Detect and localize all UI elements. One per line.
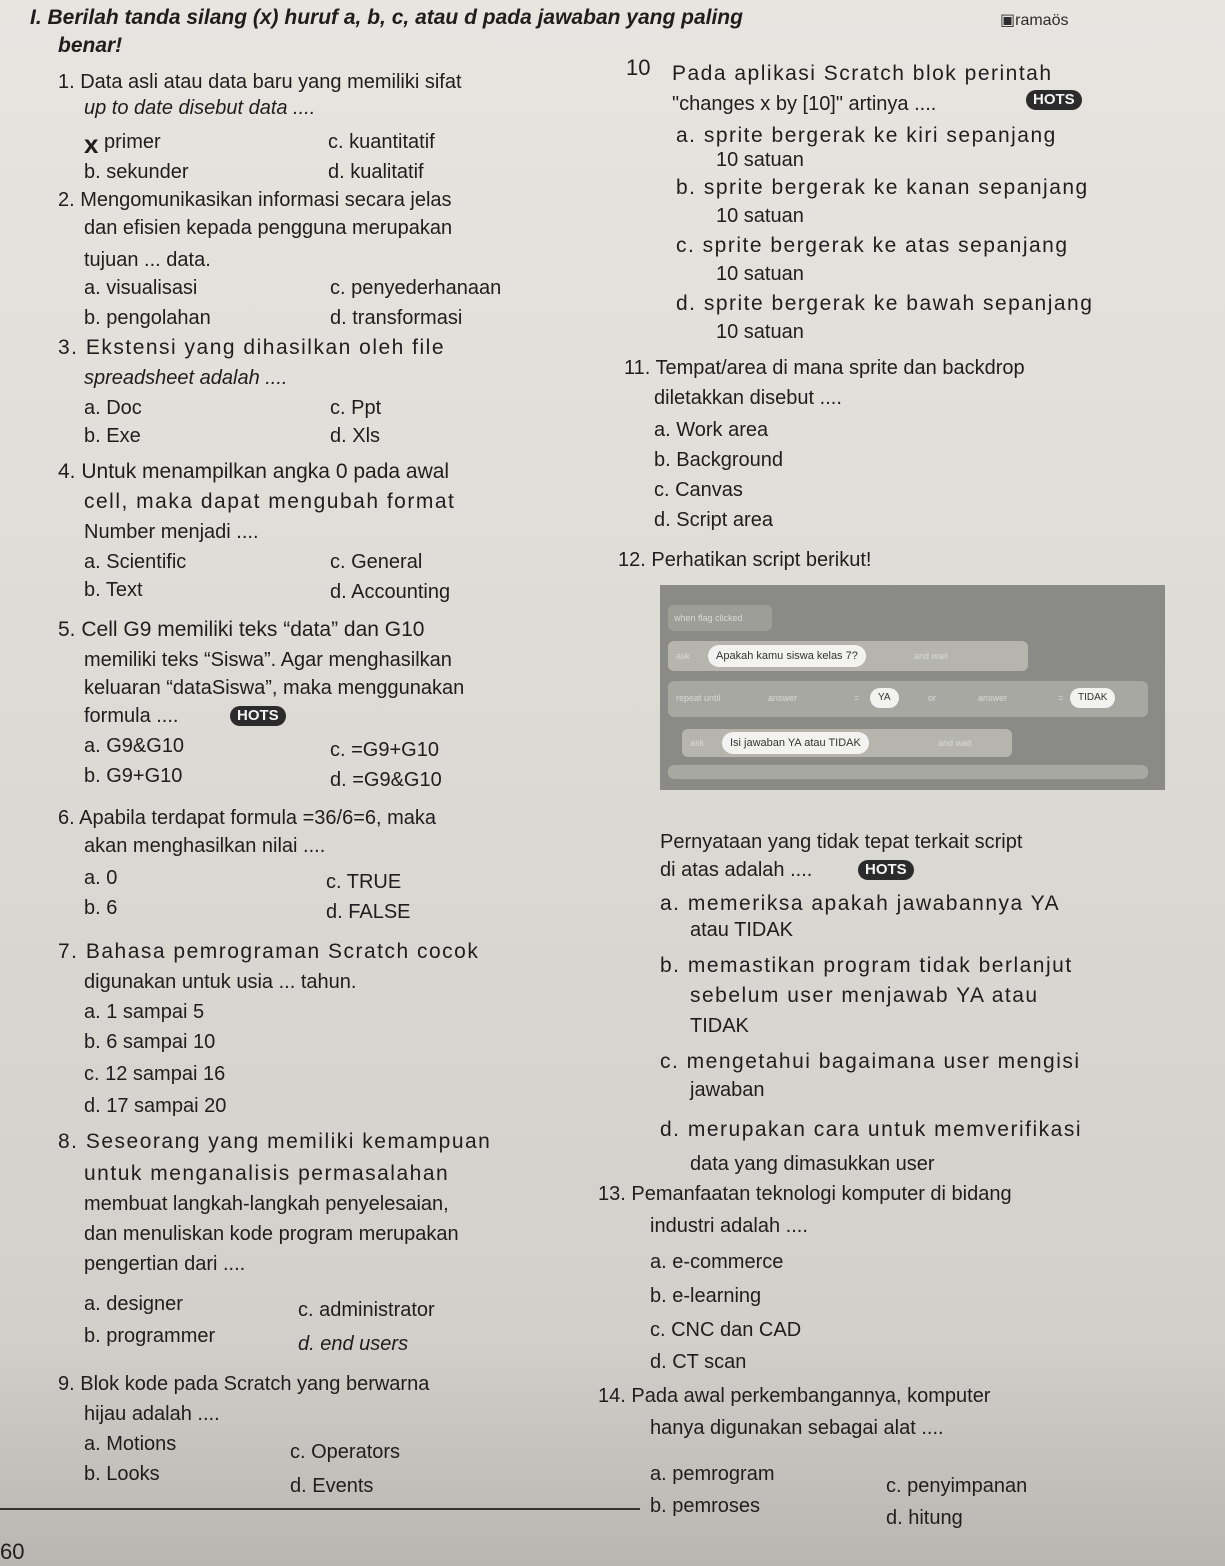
q5-option-d[interactable]: d. =G9&G10 [330,769,442,791]
q14-option-a[interactable]: a. pemrogram [650,1463,775,1485]
q3-option-b[interactable]: b. Exe [84,425,141,447]
cross-mark-icon: x [84,129,99,159]
q2-line2: dan efisien kepada pengguna merupakan [84,217,453,239]
q1-line2: up to date disebut data .... [84,97,316,119]
q10-option-a-cont: 10 satuan [716,149,804,171]
q11-option-c[interactable]: c. Canvas [654,479,743,501]
q2-option-d[interactable]: d. transformasi [330,307,463,329]
when-flag-clicked-label: when flag clicked [674,613,743,623]
q10-line2: "changes x by [10]" artinya .... [672,93,937,115]
q4-line2: cell, maka dapat mengubah format [84,490,456,513]
q1-option-b[interactable]: b. sekunder [84,161,189,183]
tidak-input: TIDAK [1070,688,1115,708]
q6-option-b[interactable]: b. 6 [84,897,118,919]
q14-option-c[interactable]: c. penyimpanan [886,1475,1028,1497]
q11-option-d[interactable]: d. Script area [654,509,773,531]
q5-line4: formula .... [84,705,179,727]
q8-option-a[interactable]: a. designer [84,1293,183,1315]
q4-option-b[interactable]: b. Text [84,579,143,601]
q8-option-b[interactable]: b. programmer [84,1325,216,1347]
q10-option-d[interactable]: d. sprite bergerak ke bawah sepanjang [676,292,1094,315]
and-wait-label: and wait [914,651,948,661]
q7-option-b[interactable]: b. 6 sampai 10 [84,1031,216,1053]
q6-line1: 6. Apabila terdapat formula =36/6=6, maka [58,807,437,829]
q12-statement-line2: di atas adalah .... [660,859,813,881]
q8-option-c[interactable]: c. administrator [298,1299,435,1321]
q11-option-a[interactable]: a. Work area [654,419,769,441]
q12-line1: 12. Perhatikan script berikut! [618,549,872,571]
repeat-until-end [668,765,1148,779]
q13-option-a[interactable]: a. e-commerce [650,1251,784,1273]
q4-option-a[interactable]: a. Scientific [84,551,187,573]
q10-option-a[interactable]: a. sprite bergerak ke kiri sepanjang [676,124,1057,147]
q3-option-d[interactable]: d. Xls [330,425,381,447]
q12-option-c-cont: jawaban [690,1079,765,1101]
q5-line1: 5. Cell G9 memiliki teks “data” dan G10 [58,618,425,641]
q6-option-a[interactable]: a. 0 [84,867,118,889]
q14-option-d[interactable]: d. hitung [886,1507,963,1529]
and-wait-label-2: and wait [938,738,972,748]
q8-option-d[interactable]: d. end users [298,1333,409,1355]
q13-option-c[interactable]: c. CNC dan CAD [650,1319,802,1341]
repeat-until-label: repeat until [676,693,721,703]
repeat-until-block [668,681,1148,717]
q7-line2: digunakan untuk usia ... tahun. [84,971,357,993]
q3-option-a[interactable]: a. Doc [84,397,142,419]
q5-option-a[interactable]: a. G9&G10 [84,735,185,757]
q2-option-b[interactable]: b. pengolahan [84,307,211,329]
ask-label: ask [676,651,691,661]
footer-divider [0,1508,640,1510]
answer-label: answer [768,693,798,703]
q10-option-c[interactable]: c. sprite bergerak ke atas sepanjang [676,234,1069,257]
q8-line4: dan menuliskan kode program merupakan [84,1223,459,1245]
q14-line1: 14. Pada awal perkembangannya, komputer [598,1385,991,1407]
when-flag-clicked-block [668,605,772,631]
q3-option-c[interactable]: c. Ppt [330,397,382,419]
q13-line1: 13. Pemanfaatan teknologi komputer di bidang [598,1183,1012,1205]
q1-option-a[interactable]: primer [104,131,161,153]
q10-line1: Pada aplikasi Scratch blok perintah [672,62,1053,85]
q3-line1: 3. Ekstensi yang dihasilkan oleh file [58,336,446,359]
ask-block-2 [682,729,1012,757]
or-label: or [928,693,937,703]
q12-option-b-cont2: TIDAK [690,1015,749,1037]
hots-badge: HOTS [230,706,286,726]
q13-option-d[interactable]: d. CT scan [650,1351,747,1373]
ask-question-input-2: Isi jawaban YA atau TIDAK [722,732,869,754]
q11-line2: diletakkan disebut .... [654,387,842,409]
q6-option-d[interactable]: d. FALSE [326,901,411,923]
scratch-script-image [660,585,1165,790]
q12-option-d-cont: data yang dimasukkan user [690,1153,935,1175]
equals-label: = [854,693,860,703]
q10-option-b-cont: 10 satuan [716,205,804,227]
q12-option-a-cont: atau TIDAK [690,919,794,941]
q9-line2: hijau adalah .... [84,1403,220,1425]
hots-badge: HOTS [1026,90,1082,110]
q8-line1: 8. Seseorang yang memiliki kemampuan [58,1130,492,1153]
q2-option-a[interactable]: a. visualisasi [84,277,198,299]
q7-option-d[interactable]: d. 17 sampai 20 [84,1095,227,1117]
equals-label-2: = [1058,693,1064,703]
q4-line3: Number menjadi .... [84,521,259,543]
q1-option-d[interactable]: d. kualitatif [328,161,424,183]
q2-option-c[interactable]: c. penyederhanaan [330,277,502,299]
q12-option-d[interactable]: d. merupakan cara untuk memverifikasi [660,1118,1082,1141]
q3-line2: spreadsheet adalah .... [84,367,288,389]
q9-option-d[interactable]: d. Events [290,1475,374,1497]
instruction-text: I. Berilah tanda silang (x) huruf a, b, c, atau d pada jawaban yang paling [30,6,743,29]
q2-line1: 2. Mengomunikasikan informasi secara jelas [58,189,452,211]
q13-option-b[interactable]: b. e-learning [650,1285,762,1307]
q13-line2: industri adalah .... [650,1215,808,1237]
ask-block-1 [668,641,1028,671]
q12-statement-line1: Pernyataan yang tidak tepat terkait script [660,831,1023,853]
publisher-logo: ▣ramaös [1000,12,1069,29]
ya-input: YA [870,688,899,708]
hots-badge: HOTS [858,860,914,880]
q5-option-b[interactable]: b. G9+G10 [84,765,183,787]
q12-option-b-cont: sebelum user menjawab YA atau [690,984,1039,1007]
q1-line1: 1. Data asli atau data baru yang memiliki sifat [58,71,462,93]
q14-line2: hanya digunakan sebagai alat .... [650,1417,944,1439]
q10-option-c-cont: 10 satuan [716,263,804,285]
q12-option-a[interactable]: a. memeriksa apakah jawabannya YA [660,892,1061,915]
q7-option-c[interactable]: c. 12 sampai 16 [84,1063,226,1085]
q11-line1: 11. Tempat/area di mana sprite dan backdrop [624,357,1025,379]
q5-line2: memiliki teks “Siswa”. Agar menghasilkan [84,649,452,671]
q1-option-c[interactable]: c. kuantitatif [328,131,435,153]
ask-question-input: Apakah kamu siswa kelas 7? [708,645,866,667]
q9-line1: 9. Blok kode pada Scratch yang berwarna [58,1373,430,1395]
q4-line1: 4. Untuk menampilkan angka 0 pada awal [58,460,450,483]
q2-line3: tujuan ... data. [84,249,211,271]
q12-option-c[interactable]: c. mengetahui bagaimana user mengisi [660,1050,1081,1073]
q10-number: 10 [626,55,651,80]
q10-option-d-cont: 10 satuan [716,321,804,343]
q4-option-c[interactable]: c. General [330,551,423,573]
q7-line1: 7. Bahasa pemrograman Scratch cocok [58,940,480,963]
q6-option-c[interactable]: c. TRUE [326,871,402,893]
q14-option-b[interactable]: b. pemroses [650,1495,761,1517]
page-number: 60 [0,1539,25,1564]
instruction-text-cont: benar! [58,34,123,57]
q5-line3: keluaran “dataSiswa”, maka menggunakan [84,677,465,699]
q8-line3: membuat langkah-langkah penyelesaian, [84,1193,449,1215]
q7-option-a[interactable]: a. 1 sampai 5 [84,1001,205,1023]
q12-option-b[interactable]: b. memastikan program tidak berlanjut [660,954,1073,977]
q9-option-c[interactable]: c. Operators [290,1441,401,1463]
q5-option-c[interactable]: c. =G9+G10 [330,739,439,761]
answer-label-2: answer [978,693,1008,703]
q9-option-a[interactable]: a. Motions [84,1433,177,1455]
q4-option-d[interactable]: d. Accounting [330,581,451,603]
q9-option-b[interactable]: b. Looks [84,1463,160,1485]
q8-line2: untuk menganalisis permasalahan [84,1162,450,1185]
ask-label-2: ask [690,738,705,748]
q10-option-b[interactable]: b. sprite bergerak ke kanan sepanjang [676,176,1089,199]
q6-line2: akan menghasilkan nilai .... [84,835,326,857]
q8-line5: pengertian dari .... [84,1253,246,1275]
q11-option-b[interactable]: b. Background [654,449,783,471]
